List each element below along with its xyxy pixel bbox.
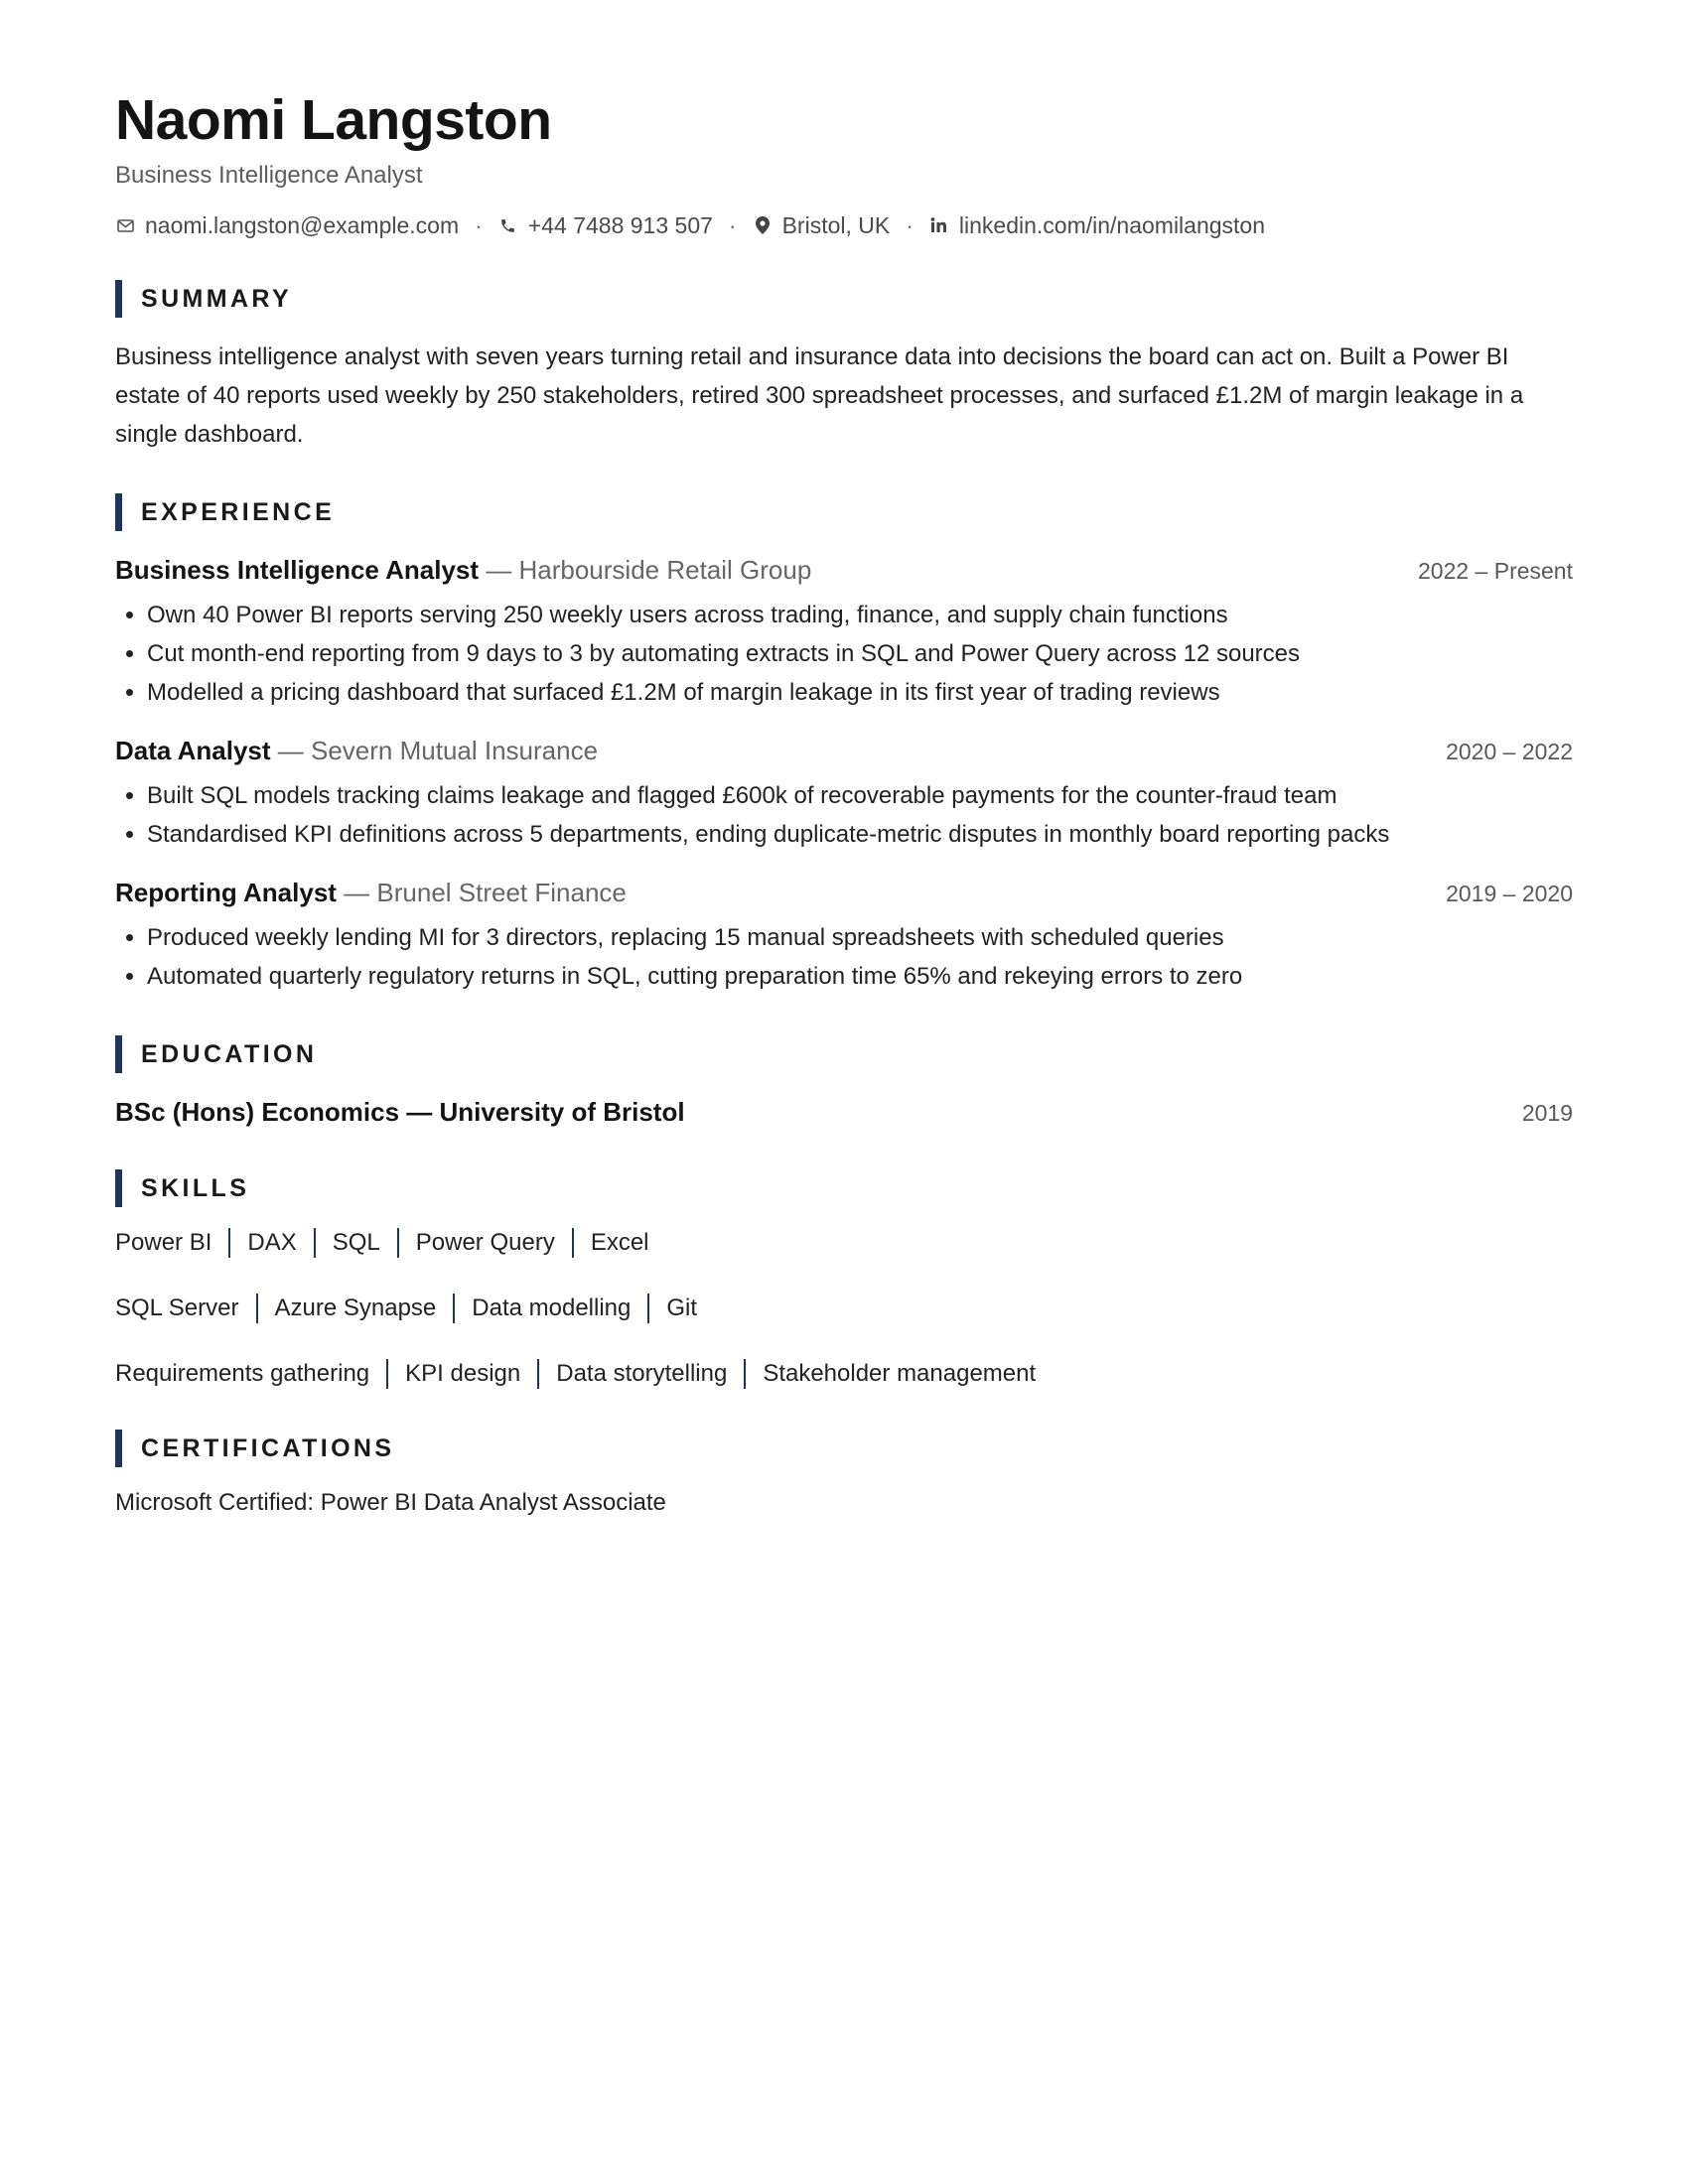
skills-row [115,1358,1573,1390]
skills-row [115,1293,1573,1324]
summary-section [115,280,1573,454]
job-entry [115,734,1573,854]
job-bullet: • Automated quarterly regulatory returns in SQL, cutting preparation time 65% and rekeying errors to zero [147,957,1573,996]
skill-divider [537,1359,539,1389]
contact-location [753,210,891,240]
skill-divider [397,1228,399,1258]
section-title: EXPERIENCE [141,497,336,526]
phone-text: +44 7488 913 507 [527,212,713,238]
job-bullet: • Built SQL models tracking claims leakage and flagged £600k of recoverable payments for the counter-fraud team [147,776,1573,815]
contact-line [115,210,1573,240]
skills-row [115,1227,1573,1259]
skill-item: Stakeholder management [763,1360,1037,1387]
skill-divider [228,1228,230,1258]
skill-item: Excel [590,1229,649,1256]
phone-icon [498,215,518,235]
contact-separator: · [906,212,914,238]
skill-divider [256,1294,258,1323]
job-bullets [115,918,1573,996]
skills-section [115,1169,1573,1390]
section-heading [115,280,1573,318]
job-entry [115,876,1573,996]
skill-item: SQL [332,1229,380,1256]
skill-divider [572,1228,574,1258]
skill-item: Data storytelling [556,1360,728,1387]
skill-item: Data modelling [472,1295,632,1321]
contact-separator: · [728,212,737,238]
job-header [115,876,1573,910]
section-accent-bar [115,493,122,531]
job-company: — Severn Mutual Insurance [270,736,599,765]
email-text: naomi.langston@example.com [145,212,460,238]
job-bullet: • Cut month-end reporting from 9 days to 3 by automating extracts in SQL and Power Query across 12 sources [147,634,1573,673]
skill-item: Power Query [415,1229,555,1256]
education-degree: BSc (Hons) Economics — University of Bristol [115,1097,685,1127]
section-accent-bar [115,1430,122,1467]
skill-item: Requirements gathering [115,1360,370,1387]
job-bullets [115,776,1573,854]
job-title: Reporting Analyst [115,878,337,907]
section-accent-bar [115,280,122,318]
job-header [115,734,1573,768]
skill-divider [744,1359,746,1389]
skill-divider [647,1294,649,1323]
job-bullets [115,596,1573,712]
location-pin-icon [753,215,773,235]
contact-phone[interactable] [498,210,713,240]
section-heading [115,493,1573,531]
job-bullet: • Own 40 Power BI reports serving 250 weekly users across trading, finance, and supply chain functions [147,596,1573,634]
linkedin-text: linkedin.com/in/naomilangston [958,212,1266,238]
section-title: SUMMARY [141,284,293,313]
linkedin-icon [929,215,949,235]
skill-divider [386,1359,388,1389]
skill-item: Git [666,1295,698,1321]
education-entry [115,1095,1573,1130]
location-text: Bristol, UK [781,212,891,238]
job-dates: 2020 – 2022 [1446,739,1573,764]
job-entry [115,553,1573,712]
section-heading [115,1035,1573,1073]
contact-email[interactable] [115,210,459,240]
summary-text: Business intelligence analyst with seven years turning retail and insurance data into decisions the board can act on. Built a Power BI estate of 40 reports used weekly by 250 stakeholders, retired 300 spreadsheet processes, and surfaced £1.2M of margin leakage in a single dashboard. [115,343,1524,448]
education-year: 2019 [1521,1100,1573,1126]
job-bullet: • Standardised KPI definitions across 5 departments, ending duplicate-metric disputes in monthly board reporting packs [147,815,1573,854]
section-title: CERTIFICATIONS [141,1433,395,1462]
skill-item: Azure Synapse [274,1295,437,1321]
section-heading [115,1430,1573,1467]
section-title: SKILLS [141,1173,250,1202]
job-dates: 2022 – Present [1417,558,1573,584]
job-bullet: • Modelled a pricing dashboard that surfaced £1.2M of margin leakage in its first year of trading reviews [147,673,1573,712]
job-company: — Harbourside Retail Group [479,555,812,585]
candidate-name: Naomi Langston [115,88,552,152]
section-accent-bar [115,1035,122,1073]
skill-item: SQL Server [115,1295,239,1321]
job-company: — Brunel Street Finance [336,878,627,907]
skill-item: DAX [247,1229,297,1256]
job-header [115,553,1573,588]
skill-item: KPI design [405,1360,521,1387]
education-section [115,1035,1573,1130]
job-dates: 2019 – 2020 [1446,881,1573,906]
candidate-headline: Business Intelligence Analyst [115,162,423,189]
skill-item: Power BI [115,1229,212,1256]
section-title: EDUCATION [141,1039,318,1068]
section-accent-bar [115,1169,122,1207]
certifications-section [115,1430,1573,1519]
job-role-line [115,876,627,909]
job-title: Data Analyst [115,736,271,765]
job-title: Business Intelligence Analyst [115,555,480,585]
experience-section [115,493,1573,996]
certification-item: Microsoft Certified: Power BI Data Analyst Associate [115,1489,666,1516]
contact-separator: · [475,212,483,238]
job-role-line [115,553,811,587]
job-bullet: • Produced weekly lending MI for 3 directors, replacing 15 manual spreadsheets with scheduled queries [147,918,1573,957]
job-role-line [115,734,598,767]
section-heading [115,1169,1573,1207]
contact-linkedin[interactable] [929,210,1265,240]
skill-divider [453,1294,455,1323]
envelope-icon [115,215,135,235]
skill-divider [314,1228,316,1258]
